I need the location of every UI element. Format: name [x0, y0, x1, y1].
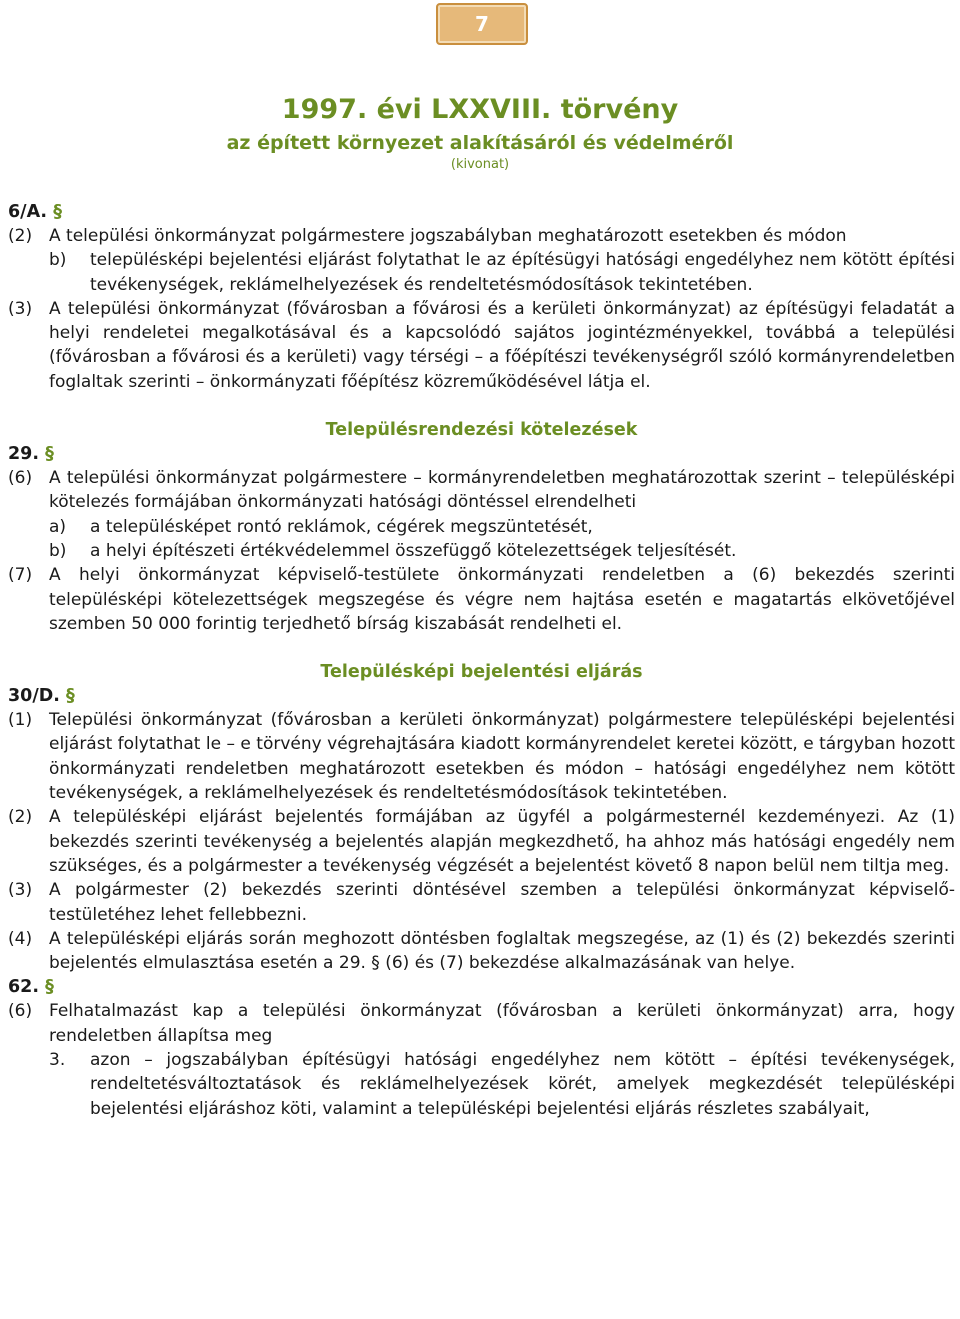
paragraph-30d-2: (2) A településképi eljárást bejelentés formájában az ügyfél a polgármesternél kezdeményezi. Az (1) bekezdés szerinti tevékenység a bejelentés alapján megkezdhető, ha ahhoz más hatósági engedély nem szükséges, és a polgármester a tevékenység végzését a bejelentést követő 8 napon belül nem tiltja meg. [8, 807, 955, 876]
paragraph-62-6: (6) Felhatalmazást kap a települési önkormányzat (fővárosban a kerületi önkormányzat) arra, hogy rendeletben állapítsa meg [8, 1001, 955, 1046]
paragraph-sign: § [45, 977, 54, 998]
paragraph-29-7: (7) A helyi önkormányzat képviselő-testülete önkormányzati rendeletben a (6) bekezdés szerinti településképi kötelezettségek megszegése és végre nem hajtása esetén e magatartás elkövetőjével szemben 50 000 forintig terjedhető bírság kiszabását rendelheti el. [8, 565, 955, 634]
paragraph-6a-2: (2) A települési önkormányzat polgármestere jogszabályban meghatározott esetekben és módon [8, 226, 847, 246]
subheading-telepueleskepi: Településképi bejelentési eljárás [320, 662, 643, 683]
document-body [8, 200, 955, 1121]
section-heading-62: 62. § [8, 977, 54, 998]
list-item-62-6-3: 3. azon – jogszabályban építésügyi hatósági engedélyhez nem kötött – építési tevékenységek, rendeltetésváltoztatások és reklámelhelyezések körét, amelyek megkezdését településképi bejelentési eljáráshoz köti, valamint a településképi bejelentési eljárás részletes szabályait, [49, 1050, 955, 1119]
list-item-6a-2b: b) településképi bejelentési eljárást folytathat le az építésügyi hatósági engedélyhez nem kötött építési tevékenységek, reklámelhelyezések és rendeltetésmódosítások tekintetében. [49, 250, 955, 295]
excerpt-note: (kivonat) [450, 157, 510, 172]
paragraph-30d-4: (4) A településképi eljárás során meghozott döntésben foglaltak megszegése, az (1) és (2) bekezdés szerinti bejelentés elmulasztása esetén a 29. § (6) és (7) bekezdése alkalmazásának van helye. [8, 928, 955, 974]
paragraph-30d-3: (3) A polgármester (2) bekezdés szerinti döntésével szemben a települési önkormányzat képviselő-testületéhez lehet fellebbezni. [8, 880, 955, 925]
paragraph-29-6: (6) A települési önkormányzat polgármestere – kormányrendeletben meghatározottak szerint – településképi kötelezés formájában önkormányzati hatósági döntéssel elrendelheti [8, 468, 955, 513]
paragraph-sign: § [45, 444, 54, 465]
paragraph-30d-1: (1) Települési önkormányzat (fővárosban a kerületi önkormányzat) polgármestere településképi bejelentési eljárást folytathat le – e törvény végrehajtására kiadott kormányrendelet keretei között, e tárgyban hozott önkormányzati rendeletben meghatározott esetekben és módon – hatósági engedélyhez nem kötött tevékenységek, a reklámelhelyezések és rendeltetésmódosítások tekintetében. [8, 710, 955, 804]
paragraph-6a-3: (3) A települési önkormányzat (fővárosban a fővárosi és a kerületi önkormányzat) az építésügyi feladatát a helyi rendeletei megalkotásával és a kapcsolódó sajátos jogintézményekkel, továbbá a települési (fővárosban a fővárosi és a kerületi) vagy térségi – a főépítészi tevékenységről szóló kormányrendeletben foglaltak szerinti – önkormányzati főépítész közreműködésével látja el. [8, 298, 955, 392]
paragraph-sign: § [66, 686, 75, 707]
list-item-29-6a: a) a településképet rontó reklámok, cégérek megszüntetését, [49, 516, 593, 537]
document-subtitle: az épített környezet alakításáról és védelméről [226, 132, 734, 154]
page-number-badge: 7 [436, 3, 528, 45]
subheading-telepulesrendezesi: Településrendezési kötelezések [325, 420, 638, 441]
paragraph-sign: § [53, 202, 62, 222]
section-heading-29: 29. § [8, 444, 54, 465]
list-item-29-6b: b) a helyi építészeti értékvédelemmel összefüggő kötelezettségek teljesítését. [49, 540, 737, 561]
document-title: 1997. évi LXXVIII. törvény [281, 94, 679, 125]
section-heading-30d: 30/D. § [8, 686, 75, 707]
section-heading-6a: 6/A. § [8, 202, 62, 222]
